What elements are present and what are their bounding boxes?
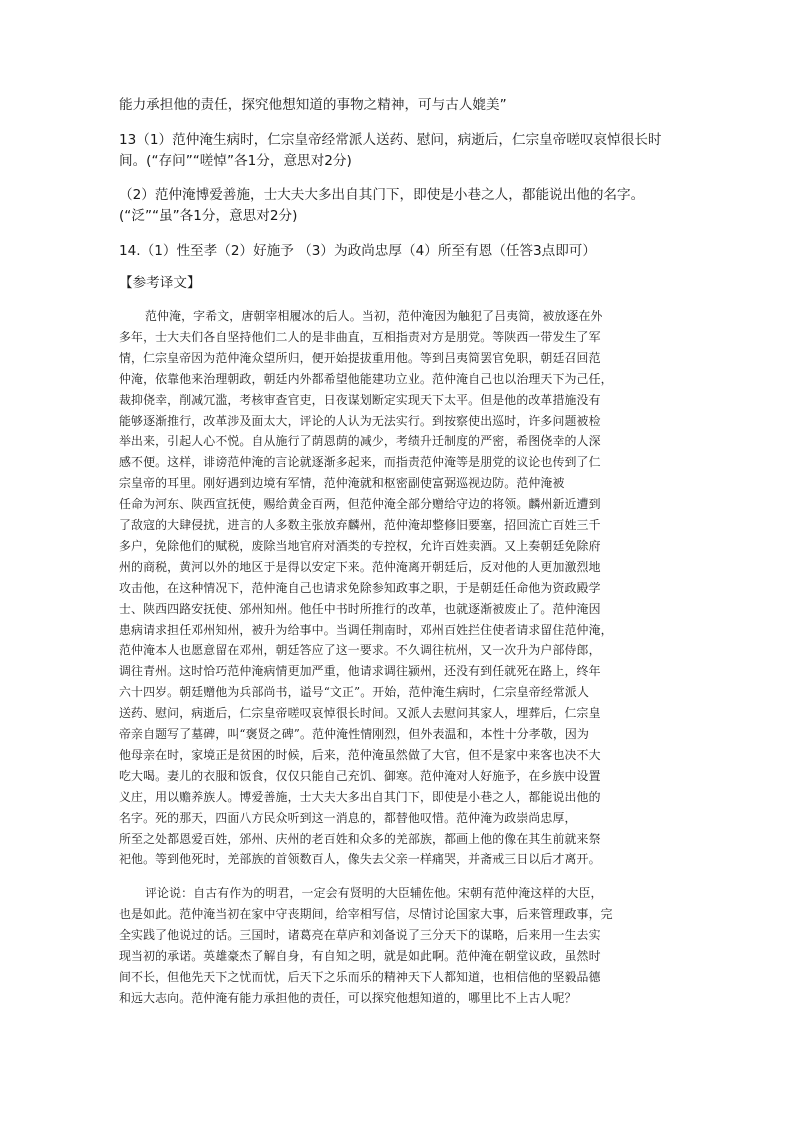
translation-line: 情，仁宗皇帝因为范仲淹众望所归，便开始提拔重用他。等到吕夷简罢官免职，朝廷召回范 [119,350,601,365]
answer-13-2-line-1: （2）范仲淹博爱善施，士大夫大多出自其门下，即使是小巷之人，都能说出他的名字。 [119,187,645,203]
translation-line: 送药、慰问，病逝后，仁宗皇帝嗟叹哀悼很长时间。又派人去慰问其家人，埋葬后，仁宗皇 [119,706,601,721]
translation-line: 全实践了他说过的话。三国时，诸葛亮在草庐和刘备说了三分天下的谋略，后来用一生去实 [119,927,601,942]
translation-line: 州的商税，黄河以外的地区于是得以安定下来。范仲淹离开朝廷后，反对他的人更加激烈地 [119,559,601,574]
translation-line: 攻击他，在这种情况下，范仲淹自己也请求免除参知政事之职，于是朝廷任命他为资政殿学 [119,580,601,595]
translation-line: 能够逐渐推行，改革涉及面太大，评论的人认为无法实行。到按察使出巡时，许多问题被检 [119,413,601,428]
answer-line-prev-tail: 能力承担他的责任，探究他想知道的事物之精神，可与古人媲美” [119,97,507,113]
translation-line: 帝亲自题写了墓碑，叫“褒贤之碑”。范仲淹性情刚烈，但外表温和，本性十分孝敬，因为 [119,727,590,741]
translation-line: 士、陕西四路安抚使、邠州知州。他任中书时所推行的改革，也就逐渐被废止了。范仲淹因 [119,601,601,616]
translation-line: 他母亲在时，家境正是贫困的时候，后来，范仲淹虽然做了大官，但不是家中来客也决不大 [119,747,601,762]
translation-line: 评论说：自古有作为的明君，一定会有贤明的大臣辅佐他。宋朝有范仲淹这样的大臣， [145,886,603,900]
translation-line: 多年，士大夫们各自坚持他们二人的是非曲直，互相指责对方是朋党。等陕西一带发生了军 [119,329,601,344]
translation-line: 范仲淹本人也愿意留在邓州，朝廷答应了这一要求。不久调往杭州，又一次升为户部侍郎， [119,643,601,658]
reference-translation-title: 【参考译文】 [119,275,201,291]
translation-line: 名字。死的那天，四面八方民众听到这一消息的，都替他叹惜。范仲淹为政崇尚忠厚， [119,810,577,825]
translation-line: 裁抑侥幸，削减冗滥，考核审查官吏，日夜谋划断定实现天下太平。但是他的改革措施没有 [119,392,601,407]
translation-line: 多户，免除他们的赋税，废除当地官府对酒类的专控权，允许百姓卖酒。又上奏朝廷免除府 [119,538,601,553]
translation-line: 也是如此。范仲淹当初在家中守丧期间，给宰相写信，尽情讨论国家大事，后来管理政事，完 [119,906,613,921]
translation-line: 所至之处都恩爱百姓，邠州、庆州的老百姓和众多的羌部族，都画上他的像在其生前就来祭 [119,831,601,846]
translation-line: 间不长，但他先天下之忧而忧，后天下之乐而乐的精神天下人都知道，也相信他的坚毅品德 [119,969,601,984]
translation-line: 调往青州。这时恰巧范仲淹病情更加严重，他请求调往颍州，还没有到任就死在路上，终年 [119,664,601,679]
answer-13-1-line-1: 13（1）范仲淹生病时，仁宗皇帝经常派人送药、慰问，病逝后，仁宗皇帝嗟叹哀悼很长时 [119,132,662,148]
answer-14: 14.（1）性至孝（2）好施予 （3）为政尚忠厚（4）所至有恩（任答3点即可） [119,243,596,259]
translation-line: 了敌寇的大肆侵扰，进言的人多数主张放弃麟州，范仲淹却整修旧要塞，招回流亡百姓三千 [119,518,601,532]
translation-line: 宗皇帝的耳里。刚好遇到边境有军情，范仲淹就和枢密副使富弼巡视边防。范仲淹被 [119,476,565,491]
translation-line: 仲淹，依靠他来治理朝政，朝廷内外都希望他能建功立业。范仲淹自己也以治理天下为己任， [119,371,613,386]
translation-line: 任命为河东、陕西宣抚使，赐给黄金百两，但范仲淹全部分赠给守边的将领。麟州新近遭到 [119,497,601,512]
translation-line: 现当初的承诺。英雄豪杰了解自身，有自知之明，就是如此啊。范仲淹在朝堂议政，虽然时 [119,948,601,963]
answer-13-2-line-2: (“泛”“虽”各1分，意思对2分) [119,208,298,224]
translation-line: 范仲淹，字希文，唐朝宰相履冰的后人。当初，范仲淹因为触犯了吕夷简，被放逐在外 [145,309,603,323]
translation-line: 感不便。这样，诽谤范仲淹的言论就逐渐多起来，而指责范仲淹等是朋党的议论也传到了仁 [119,455,601,470]
translation-line: 举出来，引起人心不悦。自从施行了荫恩荫的减少，考绩升迁制度的严密，希图侥幸的人深 [119,434,601,449]
translation-line: 患病请求担任邓州知州，被升为给事中。当调任荆南时，邓州百姓拦住使者请求留住范仲淹， [119,622,613,637]
translation-line: 祀他。等到他死时，羌部族的首领数百人，像失去父亲一样痛哭，并斋戒三日以后才离开。 [119,852,601,867]
translation-line: 吃大喝。妻儿的衣服和饭食，仅仅只能自己充饥、御寒。范仲淹对人好施予，在乡族中设置 [119,768,601,783]
translation-line: 和远大志向。范仲淹有能力承担他的责任，可以探究他想知道的，哪里比不上古人呢？ [119,990,577,1005]
answer-13-1-line-2: 间。(“存问”“嗟悼”各1分，意思对2分) [119,153,352,169]
translation-line: 六十四岁。朝廷赠他为兵部尚书，谥号“文正”。开始，范仲淹生病时，仁宗皇帝经常派人 [119,685,590,700]
translation-line: 义庄，用以赡养族人。博爱善施，士大夫大多出自其门下，即使是小巷之人，都能说出他的 [119,789,601,804]
